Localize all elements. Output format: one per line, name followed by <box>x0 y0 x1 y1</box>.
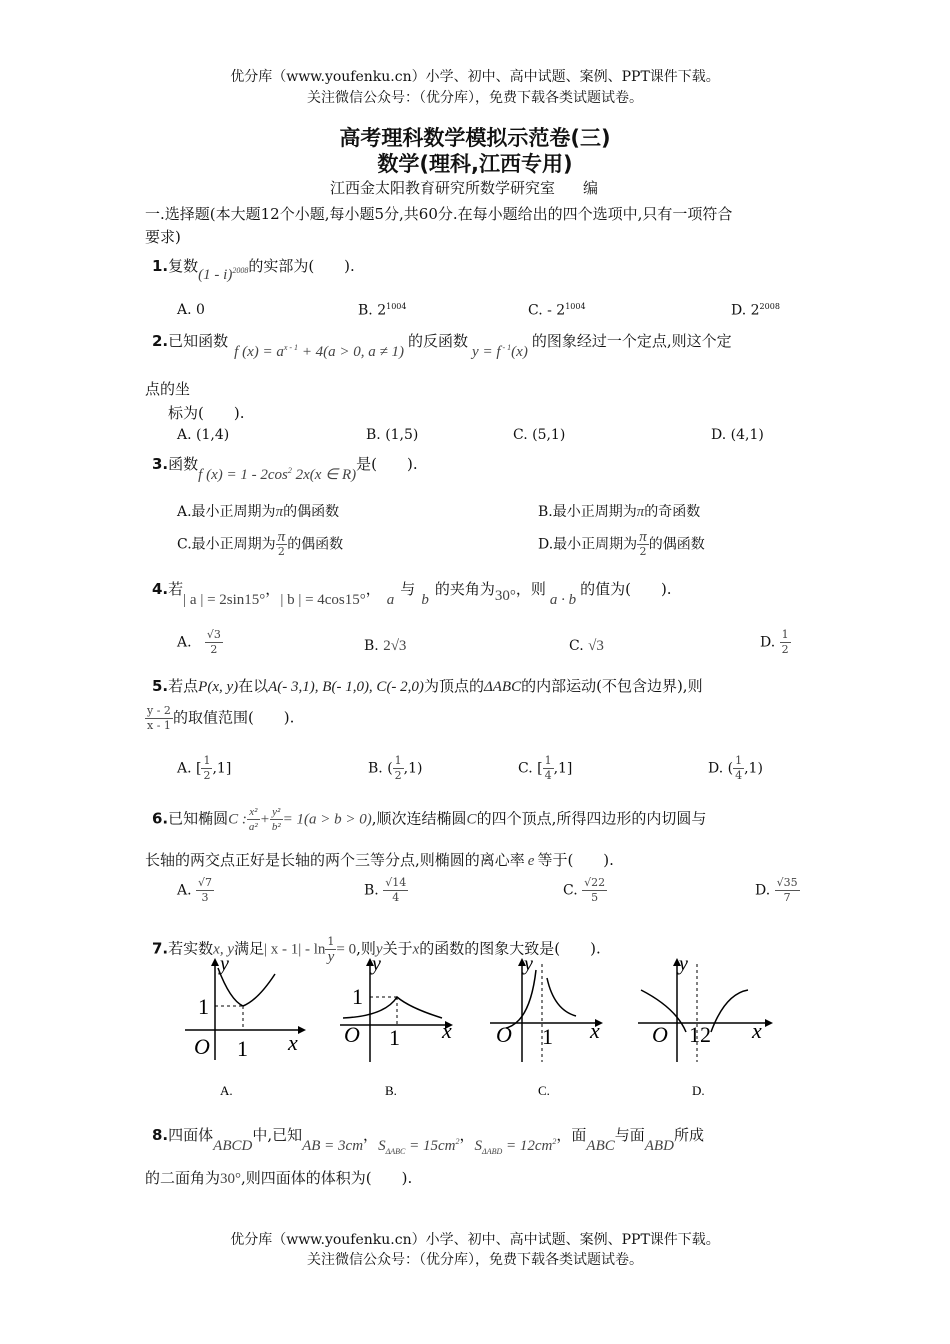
q5-expr-3: ΔABC <box>483 679 522 695</box>
q3-option-b: B.最小正周期为π的奇函数 <box>538 504 701 520</box>
q4-dot: a · b <box>549 592 577 608</box>
page-subtitle: 数学(理科,江西专用) <box>377 152 573 176</box>
q8-ab: AB = 3cm <box>302 1138 364 1154</box>
header-line-1: 优分库（www.youfenku.cn）小学、初中、高中试题、案例、PPT课件下载。 <box>230 69 720 85</box>
q4-option-c: C. √3 <box>569 638 604 654</box>
graph-c-one-x: 1 <box>542 1024 553 1049</box>
graph-b-label: B. <box>385 1083 397 1098</box>
graph-d-one-x: 12 <box>689 1022 711 1047</box>
q4-text-c: 的夹角为 <box>434 580 495 598</box>
q8-s1: $S_{\Delta ABC} = 15cm^2$ <box>378 1137 460 1156</box>
graph-a-x-label: x <box>288 1030 298 1055</box>
q1-option-a: A. 0 <box>177 302 205 318</box>
q4-expr-1: | a | = 2sin15° <box>183 592 266 608</box>
q6-line-2: 长轴的两交点正好是长轴的两个三等分点,则椭圆的离心率 e 等于( ). <box>145 851 614 869</box>
q2-option-d: D. (4,1) <box>711 427 764 443</box>
author-line <box>330 177 598 198</box>
graph-d-label: D. <box>692 1083 705 1098</box>
q5-option-a: A. [ $\frac{1}{2}$ ,1] <box>177 754 232 782</box>
q5-number: 5. <box>152 677 169 695</box>
q5-expr-1: P(x, y) <box>198 679 239 695</box>
q1-option-c: C. - $2^{1004}$ <box>528 302 586 319</box>
q4-vec-b: b <box>421 592 429 608</box>
q6-expr-b: = 1(a > b > 0) <box>282 811 372 828</box>
q4-sep-1: ， <box>265 580 281 598</box>
q4-option-d: D. $\frac{1}{2}$ <box>760 628 789 656</box>
graph-c-origin: O <box>496 1022 512 1047</box>
q5-text-a: 若点 <box>168 677 199 695</box>
q2-text-c: 的图象经过一个定点,则这个定 <box>531 332 732 350</box>
q1-text-b: 的实部为( ). <box>248 257 355 275</box>
q8-text-a: 四面体 <box>168 1126 214 1144</box>
q2-text-a: 已知函数 <box>168 332 229 350</box>
q8-abcd: ABCD <box>213 1138 253 1154</box>
q1-text-a: 复数 <box>168 257 199 275</box>
graph-b-origin: O <box>344 1022 360 1047</box>
graph-b-one-x: 1 <box>389 1025 400 1050</box>
q6-option-b: B. $\frac{√14}{4}$ <box>364 876 407 904</box>
question-8: 8.四面体ABCD中,已知AB = 3cm，$S_{\Delta ABC} = 15cm^2$，$S_{\Delta ABD} = 12cm^2$，面ABC与面ABD所成 <box>152 1126 704 1156</box>
graph-a <box>185 953 306 1098</box>
q2-option-b: B. (1,5) <box>366 427 419 443</box>
q8-number: 8. <box>152 1126 169 1144</box>
question-6: 6.已知椭圆C : $\frac{\text{x²}}{\text{a²}}$ + $\frac{\text{y²}}{\text{b²}}$ = 1(a > b > 0),顺次连结椭圆C的四个顶点,所得四边形的内切圆与 <box>152 806 707 833</box>
q4-vec-a: a <box>386 592 395 608</box>
question-7: 7.若实数x, y满足| x - 1| - ln $\frac{1}{y}$ = 0,则y关于x的函数的图象大致是( ). <box>152 935 601 965</box>
q6-text-c: 的四个顶点,所得四边形的内切圆与 <box>476 809 707 828</box>
q1-expr: (1 - i)$^{2008}$ <box>198 266 249 283</box>
q5-expr-2: A(- 3,1), B(- 1,0), C(- 2,0) <box>268 679 424 695</box>
graph-a-origin: O <box>194 1034 210 1059</box>
q2-option-c: C. (5,1) <box>513 427 566 443</box>
q4-option-b: B. 2√3 <box>364 638 407 654</box>
footer-line-1: 优分库（www.youfenku.cn）小学、初中、高中试题、案例、PPT课件下载。 <box>230 1232 720 1248</box>
q5-text-b: 在以 <box>238 677 269 695</box>
q5-option-c: C. [ $\frac{1}{4}$ ,1] <box>518 754 573 782</box>
graph-b <box>340 953 453 1098</box>
q4-text-a: 若 <box>168 580 184 598</box>
header-line-2: 关注微信公众号：（优分库），免费下载各类试题试卷。 <box>307 90 643 106</box>
q6-option-a: A. $\frac{√7}{3}$ <box>177 876 213 904</box>
q4-expr-2: | b | = 4cos15° <box>280 592 366 608</box>
page-title: 高考理科数学模拟示范卷(三) <box>339 126 611 150</box>
q7-text-b: 满足 <box>233 939 264 958</box>
graph-b-x-label: x <box>442 1018 452 1043</box>
graph-b-y-label: y <box>372 953 381 975</box>
q7-number: 7. <box>152 939 169 958</box>
graph-c-curve-left <box>506 970 536 1028</box>
author: 江西金太阳教育研究所数学研究室 <box>330 179 556 197</box>
q4-option-a: A. $\frac{√3}{2}$ <box>177 628 221 656</box>
q4-sep-2: ， <box>365 580 381 598</box>
graph-d <box>638 953 773 1098</box>
graph-a-label: A. <box>220 1083 233 1098</box>
q6-option-d: D. $\frac{√35}{7}$ <box>755 876 798 904</box>
q6-text-a: 已知椭圆 <box>168 809 229 828</box>
q8-s2: $S_{\Delta ABD} = 12cm^2$ <box>474 1137 557 1156</box>
q4-text-d: ，则 <box>515 580 546 598</box>
q2-line-3: 标为( ). <box>168 404 245 422</box>
graph-d-origin: O <box>652 1022 668 1047</box>
q7-expr: | x - 1| - ln <box>264 941 326 958</box>
q5-text-c: 为顶点的 <box>423 677 484 695</box>
graph-d-y-label: y <box>679 953 688 975</box>
section-heading-1: 一.选择题(本大题12个小题,每小题5分,共60分.在每小题给出的四个选项中,只有一项符合 <box>145 205 733 223</box>
graph-a-one-x: 1 <box>237 1036 248 1061</box>
q7-xy: x, y <box>213 941 234 958</box>
q4-number: 4. <box>152 580 169 598</box>
q6-text-b: ,顺次连结椭圆 <box>371 809 467 828</box>
question-4 <box>152 578 672 608</box>
q6-number: 6. <box>152 809 169 828</box>
q4-angle: 30° <box>494 588 516 604</box>
question-2 <box>152 330 732 360</box>
q2-expr-2: y = f $^{- 1}$(x) <box>472 343 528 360</box>
question-1 <box>152 255 355 283</box>
author-edit: 编 <box>583 179 599 197</box>
footer-line-2: 关注微信公众号：（优分库），免费下载各类试题试卷。 <box>307 1252 643 1268</box>
q2-line-2: 点的坐 <box>145 380 191 398</box>
graph-c <box>490 953 603 1098</box>
q1-number: 1. <box>152 257 169 275</box>
q3-text-a: 函数 <box>168 455 199 473</box>
graph-d-x-label: x <box>752 1018 762 1043</box>
q6-option-c: C. $\frac{√22}{5}$ <box>563 876 606 904</box>
graph-d-curve-right <box>711 990 748 1032</box>
graph-c-x-label: x <box>590 1018 600 1043</box>
graph-b-one-y: 1 <box>352 984 363 1009</box>
q8-line-2: 的二面角为30°,则四面体的体积为( ). <box>145 1169 413 1187</box>
graph-c-label: C. <box>538 1083 550 1098</box>
q3-expr: f $(x) = 1 - 2\cos^2$ 2x(x ∈ R) <box>198 466 357 483</box>
section-heading-2: 要求) <box>145 228 181 246</box>
q5-text-d: 的内部运动(不包含边界),则 <box>521 677 703 695</box>
q4-text-e: 的值为( ). <box>580 580 672 598</box>
question-5 <box>152 675 703 696</box>
q3-number: 3. <box>152 455 169 473</box>
q2-text-b: 的反函数 <box>408 332 469 350</box>
q5-line-2: $\frac{y - 2}{x - 1}$ 的取值范围( ). <box>147 704 295 732</box>
graph-a-y-label: y <box>220 953 229 975</box>
graph-c-y-label: y <box>524 953 533 975</box>
q4-text-b: 与 <box>400 580 416 598</box>
q7-text-a: 若实数 <box>168 939 214 958</box>
question-3 <box>152 453 418 483</box>
q5-option-d: D. ( $\frac{1}{4}$ ,1) <box>708 754 763 782</box>
graph-c-curve-right <box>547 978 576 1016</box>
q2-number: 2. <box>152 332 169 350</box>
q3-option-c: C.最小正周期为 $\frac{\pi}{2}$ 的偶函数 <box>177 529 344 558</box>
q8-text-b: 中,已知 <box>252 1126 303 1144</box>
q7-graphs <box>180 950 790 1098</box>
q5-option-b: B. ( $\frac{1}{2}$ ,1) <box>368 754 423 782</box>
q3-option-d: D.最小正周期为 $\frac{\pi}{2}$ 的偶函数 <box>538 529 705 558</box>
q3-text-b: 是( ). <box>356 455 418 473</box>
q1-option-d: D. $2^{2008}$ <box>731 302 780 319</box>
graph-a-one-y: 1 <box>198 994 209 1019</box>
q2-expr-1: f $(x) = a^{x - 1} + 4(a > 0$, a ≠ 1) <box>234 343 405 360</box>
q1-option-b: B. $2^{1004}$ <box>358 302 407 319</box>
q3-option-a: A.最小正周期为π的偶函数 <box>177 504 340 520</box>
q6-expr-c: C : <box>228 811 247 828</box>
q2-option-a: A. (1,4) <box>177 427 230 443</box>
